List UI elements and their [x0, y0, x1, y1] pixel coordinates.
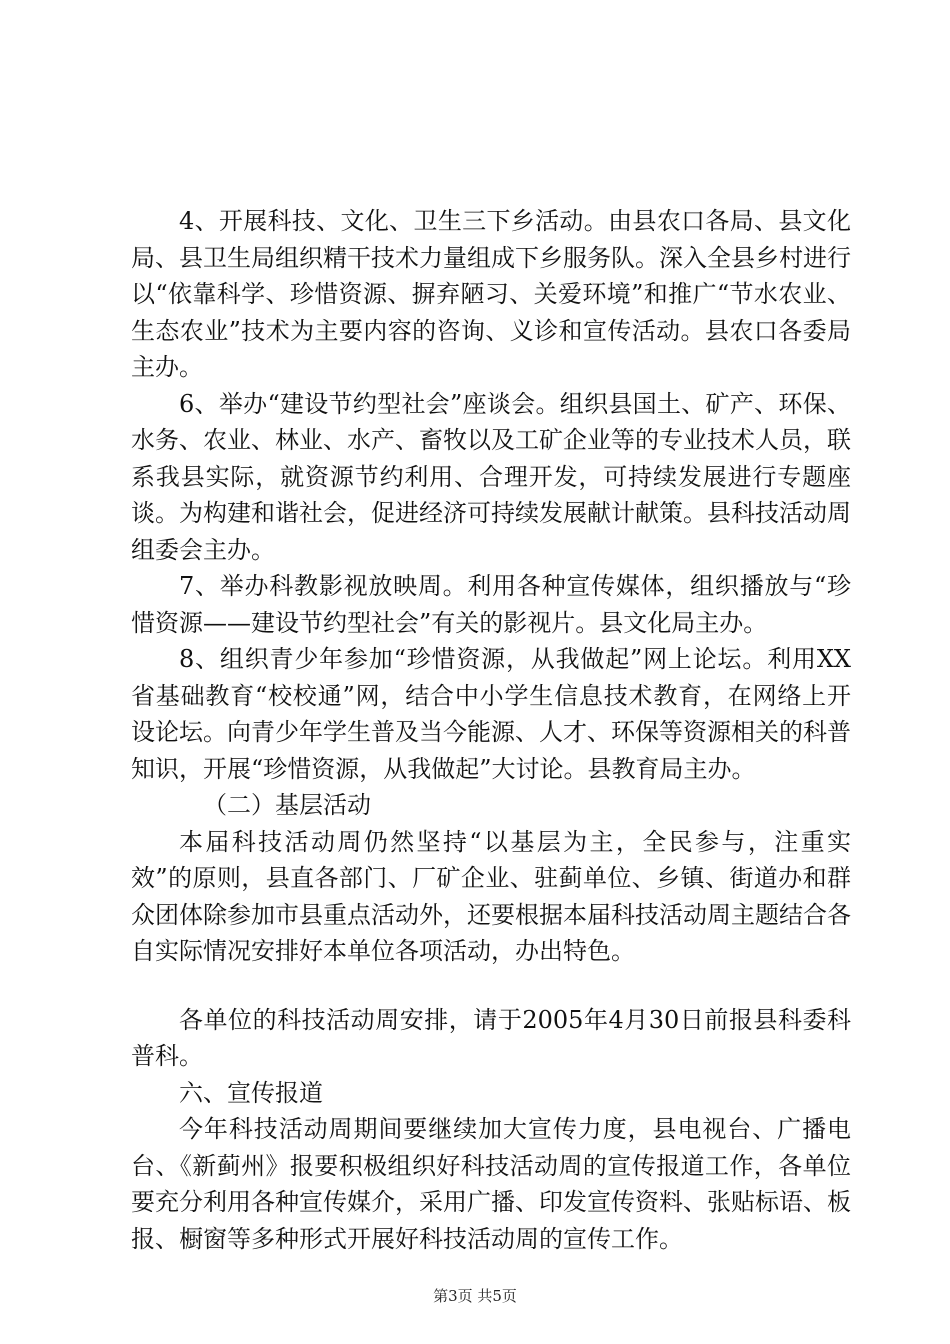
paragraph-grassroots: 本届科技活动周仍然坚持“以基层为主，全民参与，注重实效”的原则，县直各部门、厂矿企业、驻蓟单位、乡镇、街道办和群众团体除参加市县重点活动外，还要根据本届科技活动周主题结合各自实际情况安排好本单位各项活动，办出特色。 [131, 827, 851, 965]
paragraph-gap [131, 970, 851, 1002]
paragraph-activity-6: 6、举办“建设节约型社会”座谈会。组织县国土、矿产、环保、水务、农业、林业、水产、畜牧以及工矿企业等的专业技术人员，联系我县实际，就资源节约利用、合理开发，可持续发展进行专题座谈。为构建和谐社会，促进经济可持续发展献计献策。县科技活动周组委会主办。 [131, 389, 851, 564]
paragraph-activity-4: 4、开展科技、文化、卫生三下乡活动。由县农口各局、县文化局、县卫生局组织精干技术力量组成下乡服务队。深入全县乡村进行以“依靠科学、珍惜资源、摒弃陋习、关爱环境”和推广“节水农业、生态农业”技术为主要内容的咨询、义诊和宣传活动。县农口各委局主办。 [131, 207, 851, 381]
section-heading-grassroots: （二）基层活动 [203, 791, 371, 819]
document-body [131, 203, 851, 1257]
paragraph-activity-8: 8、组织青少年参加“珍惜资源，从我做起”网上论坛。利用XX省基础教育“校校通”网，结合中小学生信息技术教育，在网络上开设论坛。向青少年学生普及当今能源、人才、环保等资源相关的科普知识，开展“珍惜资源，从我做起”大讨论。县教育局主办。 [131, 645, 851, 783]
paragraph-publicity: 今年科技活动周期间要继续加大宣传力度，县电视台、广播电台、《新蓟州》报要积极组织好科技活动周的宣传报道工作，各单位要充分利用各种宣传媒介，采用广播、印发宣传资料、张贴标语、板报、橱窗等多种形式开展好科技活动周的宣传工作。 [131, 1115, 851, 1253]
section-heading-publicity: 六、宣传报道 [179, 1078, 323, 1107]
page-number-footer: 第3页 共5页 [433, 1287, 517, 1305]
paragraph-deadline: 各单位的科技活动周安排，请于2005年4月30日前报县科委科普科。 [131, 1005, 851, 1070]
paragraph-activity-7: 7、举办科教影视放映周。利用各种宣传媒体，组织播放与“珍惜资源——建设节约型社会”有关的影视片。县文化局主办。 [131, 572, 851, 637]
